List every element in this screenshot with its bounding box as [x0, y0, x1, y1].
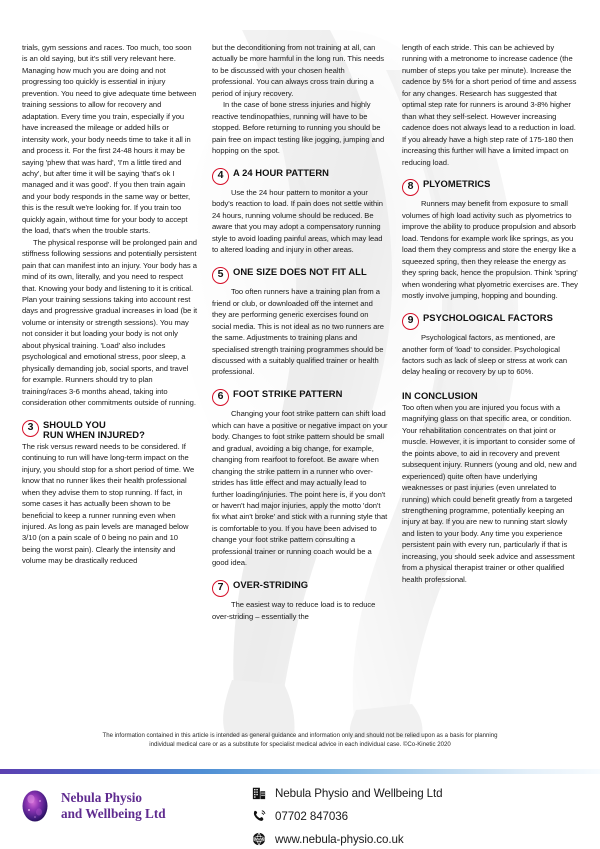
contact-row-phone[interactable] — [252, 805, 592, 827]
section-body: Runners may benefit from exposure to small volumes of high load activity such as plyometrics to improve the ability to produce propulsion and absorb load. Tendons for example work like springs, as you load them they compress and store the energy like a squeezed spring, then they release the energy as they spring back, hence the propulsion. Think 'spring' when wondering what plyometric exercises are. They mostly involve jumping, hopping and bounding. — [402, 199, 578, 301]
brand-name — [61, 790, 166, 822]
paragraph: but the deconditioning from not training at all, can actually be more harmful in the long run. This needs to be discussed with your chosen health professional. You can always cross train during a period of injury recovery. — [212, 43, 385, 98]
section-title-line: RUN WHEN INJURED? — [43, 428, 145, 440]
disclaimer — [52, 731, 548, 750]
section-heading — [22, 420, 198, 441]
section-number-badge: 9 — [402, 313, 419, 330]
section-heading — [212, 580, 388, 599]
disclaimer-line: individual medical care or as a substitute for specialist medical advice in each individual case. ©Co-Kinetic 2020 — [149, 741, 451, 749]
article-column-3 — [402, 42, 578, 720]
section-heading — [212, 168, 388, 187]
section-foot-strike-pattern — [212, 389, 388, 569]
article-column-1 — [22, 42, 198, 720]
phone-number[interactable]: 07702 847036 — [275, 809, 348, 823]
section-over-striding — [212, 580, 388, 622]
section-title: IN CONCLUSION — [402, 389, 478, 401]
section-heading — [402, 313, 578, 332]
section-number-badge: 7 — [212, 580, 229, 597]
company-name: Nebula Physio and Wellbeing Ltd — [275, 786, 443, 800]
section-body: Too often runners have a training plan from a friend or club, or downloaded off the internet and they are performing generic exercises found on social media. This is not ideal as no two runners are the same. Adjustments to training plans and specialised strength training programmes should be discussed with a suitably qualified trainer or health professional. — [212, 287, 384, 377]
brand-name-line: Nebula Physio — [61, 790, 142, 805]
section-title: ONE SIZE DOES NOT FIT ALL — [233, 265, 367, 277]
section-title-line: SHOULD YOU — [43, 418, 106, 430]
section-heading — [212, 267, 388, 286]
section-title: FOOT STRIKE PATTERN — [233, 387, 343, 399]
paragraph: trials, gym sessions and races. Too much, too soon is an old saying, but it's still very relevant here. Managing how much you are doing and not progressing too quickly is essential in injury prevention. You need to give adequate time between training sessions to allow for recovery and adaptation. Every time you train, especially if you have increased the mileage or added hills or intensity work, your body needs time to take it all in and process it. For the first 24-48 hours it may be saying 'phew that was hard', 'I'm a little tired and achy', but after time it will be saying 'that's ok I managed and it was good'. If you then train again and your body responds in the same way or better, this is the result we're looking for. If you train too quickly again, without time for your body to accept the load, that's when the trouble starts. — [22, 43, 197, 236]
section-body: The risk versus reward needs to be considered. If continuing to run will have long-term impact on the injury, you should stop for a short period of time. We know that no runner likes their health professional when they advise them to stop running. If fact, in some cases it has actually been shown to be beneficial to keep a runner running even when injured. As long as pain levels are managed below 3/10 (on a pain scale of 0 being no pain and 10 being the worst pain). Clearly the intensity and volume may be drastically reduced — [22, 441, 195, 566]
paragraph: In the case of bone stress injuries and highly reactive tendinopathies, running will have to be stopped. Before returning to running you should be pain free on impact testing like jogging, jumping and hopping on the spot. — [212, 100, 385, 156]
brand-block — [18, 786, 166, 826]
section-psychological-factors — [402, 313, 578, 378]
section-title: PSYCHOLOGICAL FACTORS — [423, 311, 553, 323]
section-body: Psychological factors, as mentioned, are another form of 'load' to consider. Psychological factors such as lack of sleep or stress at work can delay healing or recovery by up to 60%. — [402, 333, 568, 377]
section-heading — [212, 389, 388, 408]
section-body: Too often when you are injured you focus with a magnifying glass on that specific area, or condition. Your rehabilitation concentrates on that joint or muscle. However, it is important to consider some of the points above, to aid in recovery and prevent subsequent injury. Runners (young and old, new and experienced) quite often have underlying weaknesses or past injuries (even unrelated to running) which could benefit greatly from a targeted strengthening programme, potentially keeping an injury at bay. If you are new to running start slowly and listen to your body. Any time you experience persistent pain with every run, particularly if that is increasing, you should seek advice and assessment from a physical therapist trainer or other qualified health professional. — [402, 402, 577, 584]
website-url[interactable]: www.nebula-physio.co.uk — [275, 832, 404, 846]
section-body: Changing your foot strike pattern can shift load which can have a positive or negative impact on your body. Changes to foot strike pattern should be small and gradual, avoiding a big change, for example, changing from rearfoot to forefoot. Be aware when changing the strike pattern in a runner who over-strides has little effect and may actually lead to further loading/injuries. The point here is, if you don't or haven't had major injuries, apply the motto 'don't fix what ain't broke' and stick with a running style that is comfortable to you. If you have been advised to change your foot strike pattern consulting a professional trainer or running coach would be a good idea. — [212, 409, 388, 568]
disclaimer-line: The information contained in this article is intended as general guidance and information only and should not be relied upon as a basis for planning — [102, 732, 498, 739]
section-a-24-hour-pattern — [212, 168, 388, 256]
svg-text:WWW: WWW — [253, 837, 265, 842]
section-title — [22, 420, 198, 441]
paragraph: length of each stride. This can be achieved by running with a metronome to increase cadence (the number of steps you take per minute). Increase the cadence by 5% for a short period of time and assess for any changes. Research has suggested that optimal step rate for runners is around 3-8% higher than what they self-select. However increasing cadence does not always lead to a reduction in load. If you already have a high step rate of 175-180 then increasing this further will have a limited impact on reducing load. — [402, 43, 577, 167]
section-body: The easiest way to reduce load is to reduce over-striding – essentially the — [212, 600, 376, 621]
section-should-you-run-when-injured — [22, 420, 198, 567]
contact-details — [252, 782, 592, 849]
section-number-badge: 4 — [212, 168, 229, 185]
article-column-2 — [212, 42, 388, 720]
building-icon — [252, 786, 266, 800]
section-number-badge: 6 — [212, 389, 229, 406]
brand-name-line: and Wellbeing Ltd — [61, 806, 166, 821]
contact-row-company — [252, 782, 592, 804]
section-title: A 24 HOUR PATTERN — [233, 166, 329, 178]
section-title: PLYOMETRICS — [423, 177, 491, 189]
section-number-badge: 5 — [212, 267, 229, 284]
contact-row-website[interactable] — [252, 828, 592, 849]
footer-contact-bar — [0, 774, 600, 849]
section-number-badge: 8 — [402, 179, 419, 196]
globe-www-icon — [252, 832, 266, 846]
nebula-logo-icon — [18, 786, 52, 826]
section-body: Use the 24 hour pattern to monitor a your body's reaction to load. If pain does not settle within 24 hours, running volume should be reduced. Be aware that you may adopt a compensatory running style to avoid loading painful areas, which may lead to altered loading and injury in other areas. — [212, 188, 383, 255]
section-in-conclusion — [402, 390, 578, 585]
section-plyometrics — [402, 179, 578, 302]
section-heading — [402, 179, 578, 198]
section-number-badge: 3 — [22, 420, 39, 437]
article-columns — [22, 42, 578, 720]
section-title: OVER-STRIDING — [233, 578, 309, 590]
paragraph: The physical response will be prolonged pain and stiffness following sessions and potentially persistent pain that can manifest into an injury. Your body has a mind of its own, literally, and you need to respect that. Knowing your body and listening to it is critical. Plan your training sessions taking into account rest days and progressive gradual increases in load (be it volume or intensity or strength sessions). You may not consider it but loading your body is not only about physical training. 'Load' also includes psychological and emotional stress, poor sleep, a physically demanding job, social sports, and travel for example. Runners should try to plan training/races 3-6 months ahead, taking into consideration other commitments outside of running. — [22, 237, 198, 408]
phone-icon — [252, 809, 266, 823]
section-one-size-does-not-fit-all — [212, 267, 388, 378]
